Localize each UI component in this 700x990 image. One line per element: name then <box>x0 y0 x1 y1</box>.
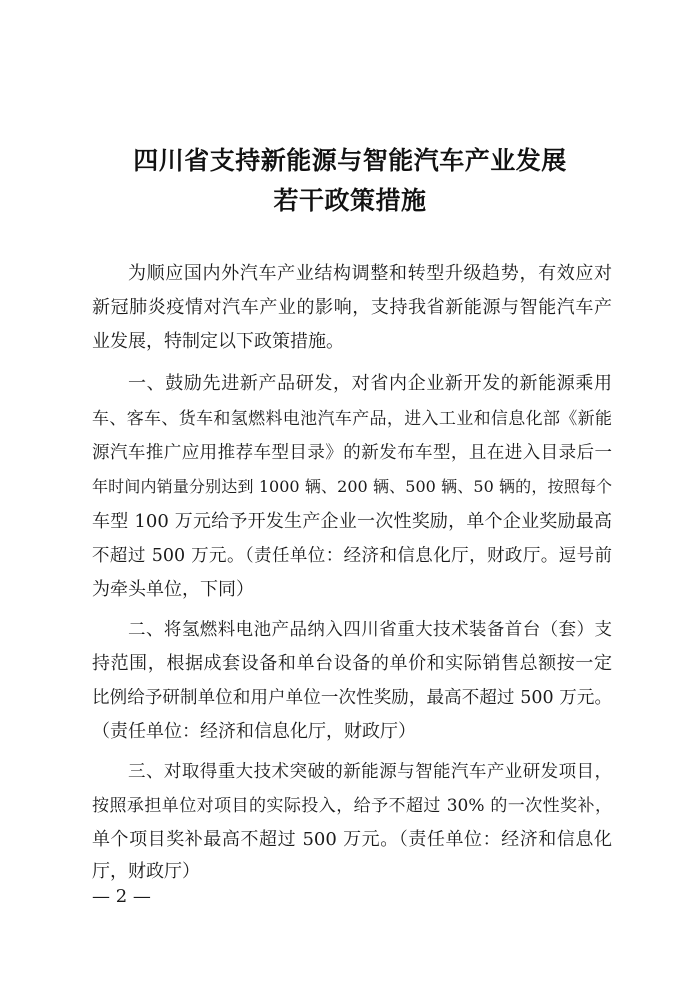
item3-line-4: 厅，财政厅） <box>92 861 200 882</box>
item2-line-2: 持范围，根据成套设备和单台设备的单价和实际销售总额按一定 <box>92 653 612 674</box>
item2-line-4: （责任单位：经济和信息化厅，财政厅） <box>92 721 416 742</box>
item1-line-3: 源汽车推广应用推荐车型目录》的新发布车型，且在进入目录后一 <box>92 443 612 463</box>
item2-line-1: 二、将氢燃料电池产品纳入四川省重大技术装备首台（套）支 <box>128 620 612 640</box>
item1-line-4: 年时间内销量分别达到 1000 辆、200 辆、500 辆、50 辆的，按照每个 <box>92 477 612 496</box>
document-title-line-2: 若干政策措施 <box>273 186 427 215</box>
item1-line-1: 一、鼓励先进新产品研发，对省内企业新开发的新能源乘用 <box>128 373 612 394</box>
item1-line-6: 不超过 500 万元。（责任单位：经济和信息化厅，财政厅。逗号前 <box>92 546 612 566</box>
document-title-line-1: 四川省支持新能源与智能汽车产业发展 <box>133 146 567 175</box>
item3-line-2: 按照承担单位对项目的实际投入，给予不超过 30% 的一次性奖补， <box>92 796 612 816</box>
item1-line-5: 车型 100 万元给予开发生产企业一次性奖励，单个企业奖励最高 <box>92 511 612 532</box>
item1-line-7: 为牵头单位，下同） <box>92 579 254 600</box>
intro-line-2: 新冠肺炎疫情对汽车产业的影响，支持我省新能源与智能汽车产 <box>92 297 612 318</box>
item1-line-2: 车、客车、货车和氢燃料电池汽车产品，进入工业和信息化部《新能 <box>92 409 612 429</box>
intro-line-1: 为顺应国内外汽车产业结构调整和转型升级趋势，有效应对 <box>128 263 612 284</box>
item3-line-3: 单个项目奖补最高不超过 500 万元。（责任单位：经济和信息化 <box>92 829 612 850</box>
item2-line-3: 比例给予研制单位和用户单位一次性奖励，最高不超过 500 万元。 <box>92 688 612 708</box>
item3-line-1: 三、对取得重大技术突破的新能源与智能汽车产业研发项目， <box>128 762 612 782</box>
page-number: — 2 — <box>92 886 151 907</box>
intro-line-3: 业发展，特制定以下政策措施。 <box>92 331 344 352</box>
